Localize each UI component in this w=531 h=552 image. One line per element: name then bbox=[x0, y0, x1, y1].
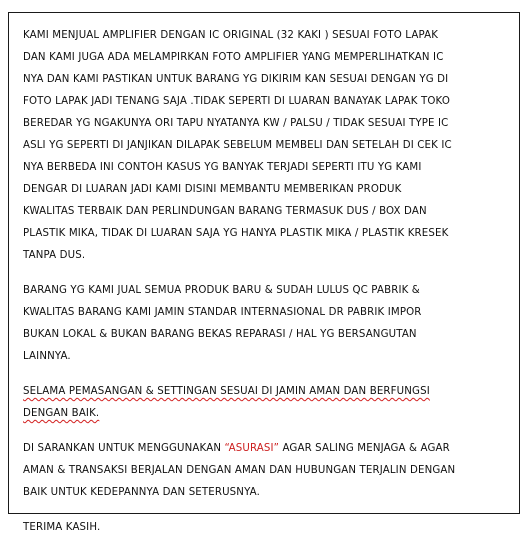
text-line: KAMI MENJUAL AMPLIFIER DENGAN IC ORIGINAL (32 KAKI ) SESUAI FOTO LAPAK bbox=[23, 30, 439, 41]
text-line: FOTO LAPAK JADI TENANG SAJA .TIDAK SEPERTI DI LUARAN BANAYAK LAPAK TOKO bbox=[23, 96, 451, 107]
text-line: PLASTIK MIKA, TIDAK DI LUARAN SAJA YG HANYA PLASTIK MIKA / PLASTIK KRESEK bbox=[23, 228, 449, 239]
text-segment: DI SARANKAN UNTUK MENGGUNAKAN bbox=[23, 443, 225, 454]
text-line: BAIK UNTUK KEDEPANNYA DAN SETERUSNYA. bbox=[23, 487, 260, 498]
text-box-frame bbox=[8, 12, 520, 533]
text-line: NYA BERBEDA INI CONTOH KASUS YG BANYAK TERJADI SEPERTI ITU YG KAMI bbox=[23, 162, 422, 173]
text-line: BARANG YG KAMI JUAL SEMUA PRODUK BARU & SUDAH LULUS QC PABRIK & bbox=[23, 285, 420, 296]
text-line: KWALITAS BARANG KAMI JAMIN STANDAR INTERNASIONAL DR PABRIK IMPOR bbox=[23, 307, 422, 318]
insurance-highlight: “ASURASI” bbox=[224, 443, 280, 454]
paragraph-product-description bbox=[23, 25, 513, 267]
text-line: NYA DAN KAMI PASTIKAN UNTUK BARANG YG DIKIRIM KAN SESUAI DENGAN YG DI bbox=[23, 74, 449, 85]
text-line: KWALITAS TERBAIK DAN PERLINDUNGAN BARANG TERMASUK DUS / BOX DAN bbox=[23, 206, 427, 217]
paragraph-closing bbox=[23, 517, 513, 539]
text-line: DENGAR DI LUARAN JADI KAMI DISINI MEMBANTU MEMBERIKAN PRODUK bbox=[23, 184, 402, 195]
text-line bbox=[23, 381, 513, 403]
text-line: DAN KAMI JUGA ADA MELAMPIRKAN FOTO AMPLIFIER YANG MEMPERLIHATKAN IC bbox=[23, 52, 444, 63]
text-line bbox=[23, 403, 513, 425]
text-line: ASLI YG SEPERTI DI JANJIKAN DILAPAK SEBELUM MEMBELI DAN SETELAH DI CEK IC bbox=[23, 140, 452, 151]
closing-text: TERIMA KASIH. bbox=[23, 522, 101, 533]
text-segment: AGAR SALING MENJAGA & AGAR bbox=[279, 443, 450, 454]
spellcheck-underlined-text: DENGAN BAIK. bbox=[23, 408, 100, 419]
text-line: TANPA DUS. bbox=[23, 250, 86, 261]
text-line: AMAN & TRANSAKSI BERJALAN DENGAN AMAN DAN HUBUNGAN TERJALIN DENGAN bbox=[23, 465, 456, 476]
paragraph-installation-note bbox=[23, 381, 513, 425]
paragraph-quality-guarantee bbox=[23, 280, 513, 368]
spellcheck-underlined-text: SELAMA PEMASANGAN & SETTINGAN SESUAI DI JAMIN AMAN DAN BERFUNGSI bbox=[23, 386, 430, 397]
text-line bbox=[23, 438, 513, 460]
text-line: LAINNYA. bbox=[23, 351, 71, 362]
document-body bbox=[23, 25, 513, 552]
text-line: BEREDAR YG NGAKUNYA ORI TAPU NYATANYA KW / PALSU / TIDAK SESUAI TYPE IC bbox=[23, 118, 449, 129]
paragraph-insurance-advice bbox=[23, 438, 513, 504]
text-line: BUKAN LOKAL & BUKAN BARANG BEKAS REPARASI / HAL YG BERSANGUTAN bbox=[23, 329, 417, 340]
